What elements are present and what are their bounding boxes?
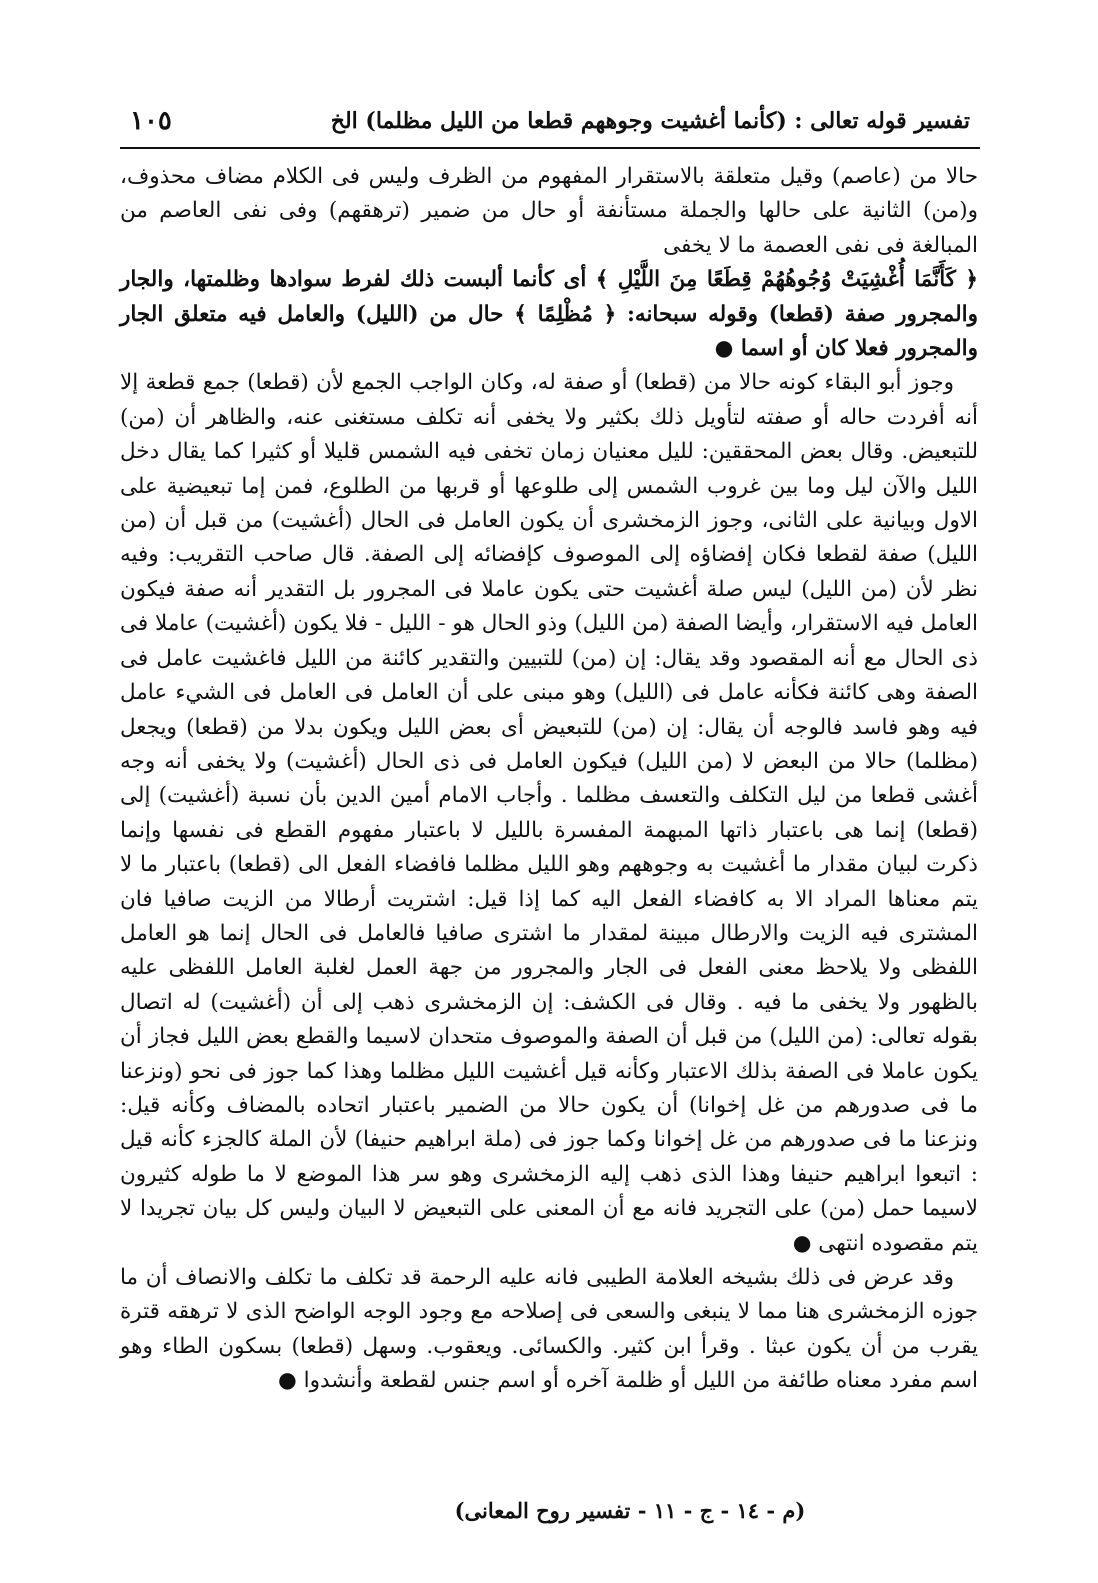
- page-number: ١٠٥: [130, 106, 172, 136]
- paragraph: وقد عرض فى ذلك بشيخه العلامة الطيبى فانه عليه الرحمة قد تكلف ما تكلف والانصاف أن ما جوزه الزمخشرى هنا مما لا ينبغى والسعى فى إصلاحه مع وجود الوجه الواضح الذى لا ترهقه قترة يقرب من أن يكون عبثا . وقرأ ابن كثير. والكسائى. ويعقوب. وسهل (قطعا) بسكون الطاء وهو اسم مفرد معناه طائفة من الليل أو ظلمة آخره أو اسم جنس لقطعة وأنشدوا ●: [120, 1265, 978, 1394]
- page-header: [130, 98, 970, 144]
- running-title: تفسير قوله تعالى : (كأنما أغشيت وجوههم قطعا من الليل مظلما) الخ: [330, 108, 970, 134]
- signature-line: (م - ١٤ - ج - ١١ - تفسير روح المعانى): [454, 1498, 806, 1523]
- paragraph: حالا من (عاصم) وقيل متعلقة بالاستقرار المفهوم من الظرف وليس فى الكلام مضاف محذوف، و(من) الثانية على حالها والجملة مستأنفة أو حال من ضمير (ترهقهم) وفى نفى العاصم من المبالغة فى نفى العصمة ما لا يخفى: [120, 164, 978, 258]
- header-rule: [120, 147, 980, 149]
- verse-paragraph: ﴿ كَأَنَّمَا أُغْشِيَتْ وُجُوهُهُمْ قِطَعًا مِنَ اللَّيْلِ ﴾ أى كأنما ألبست ذلك لفرط سوادها وظلمتها، والجار والمجرور صفة (قطعا) وقوله سبحانه: ﴿ مُظْلِمًا ﴾ حال من (الليل) والعامل فيه متعلق الجار والمجرور فعلا كان أو اسما ●: [120, 267, 978, 362]
- paragraph: وجوز أبو البقاء كونه حالا من (قطعا) أو صفة له، وكان الواجب الجمع لأن (قطعا) جمع قطعة إلا أنه أفردت حاله أو صفته لتأويل ذلك بكثير ولا يخفى أنه تكلف مستغنى عنه، والظاهر أن (من) للتبعيض. وقال بعض المحققين: لليل معنيان زمان تخفى فيه الشمس قليلا أو كثيرا كما يقال دخل الليل والآن ليل وما بين غروب الشمس إلى طلوعها أو قربها من الطلوع، فمن إما تبعيضية على الاول وبيانية على الثانى، وجوز الزمخشرى أن يكون العامل فى الحال (أغشيت) من قبل أن (من الليل) صفة لقطعا فكان إفضاؤه إلى الموصوف كإفضائه إلى الصفة. قال صاحب التقريب: وفيه نظر لأن (من الليل) ليس صلة أغشيت حتى يكون عاملا فى المجرور بل التقدير أنه صفة فيكون العامل فيه الاستقرار، وأيضا الصفة (من الليل) وذو الحال هو - الليل - فلا يكون (أغشيت) عاملا فى ذى الحال مع أنه المقصود وقد يقال: إن (من) للتبيين والتقدير كائنة من الليل فاغشيت عامل فى الصفة وهى كائنة فكأنه عامل فى (الليل) وهو مبنى على أن العامل فى العامل فى الشيء عامل فيه وهو فاسد فالوجه أن يقال: إن (من) للتبعيض أى بعض الليل ويكون بدلا من (قطعا) ويجعل (مظلما) حالا من البعض لا (من الليل) فيكون العامل فى ذى الحال (أغشيت) ولا يخفى أنه وجه أغشى قطعا من ليل التكلف والتعسف مظلما . وأجاب الامام أمين الدين بأن نسبة (أغشيت) إلى (قطعا) إنما هى باعتبار ذاتها المبهمة المفسرة بالليل لا باعتبار مفهوم القطع فى نفسها وإنما ذكرت لبيان مقدار ما أغشيت به وجوههم وهو الليل مظلما فافضاء الفعل الى (قطعا) باعتبار ما لا يتم معناها المراد الا به كافضاء الفعل اليه كما إذا قيل: اشتريت أرطالا من الزيت صافيا فان المشترى فيه الزيت والارطال مبينة لمقدار ما اشترى صافيا فالعامل فى الحال إنما هو العامل اللفظى ولا يلاحظ معنى الفعل فى الجار والمجرور من جهة العمل لغلبة العامل اللفظى عليه بالظهور ولا يخفى ما فيه . وقال فى الكشف: إن الزمخشرى ذهب إلى أن (أغشيت) له اتصال بقوله تعالى: (من الليل) من قبل أن الصفة والموصوف متحدان لاسيما والقطع بعض الليل فجاز أن يكون عاملا فى الصفة بذلك الاعتبار وكأنه قيل أغشيت الليل مظلما وهذا كما جوز فى نحو (ونزعنا ما فى صدورهم من غل إخوانا) أن يكون حالا من الضمير باعتبار اتحاده بالمضاف وكأنه قيل: ونزعنا ما فى صدورهم من غل إخوانا وكما جوز فى (ملة ابراهيم حنيفا) لأن الملة كالجزء كأنه قيل : اتبعوا ابراهيم حنيفا وهذا الذى ذهب إليه الزمخشرى وهو سر هذا الموضع لا ما طوله كثيرون لاسيما حمل (من) على التجريد فانه مع أن المعنى على التبعيض لا البيان وليس كل بيان تجريدا لا يتم مقصوده انتهى ●: [120, 370, 978, 1256]
- body-text: [120, 160, 978, 1399]
